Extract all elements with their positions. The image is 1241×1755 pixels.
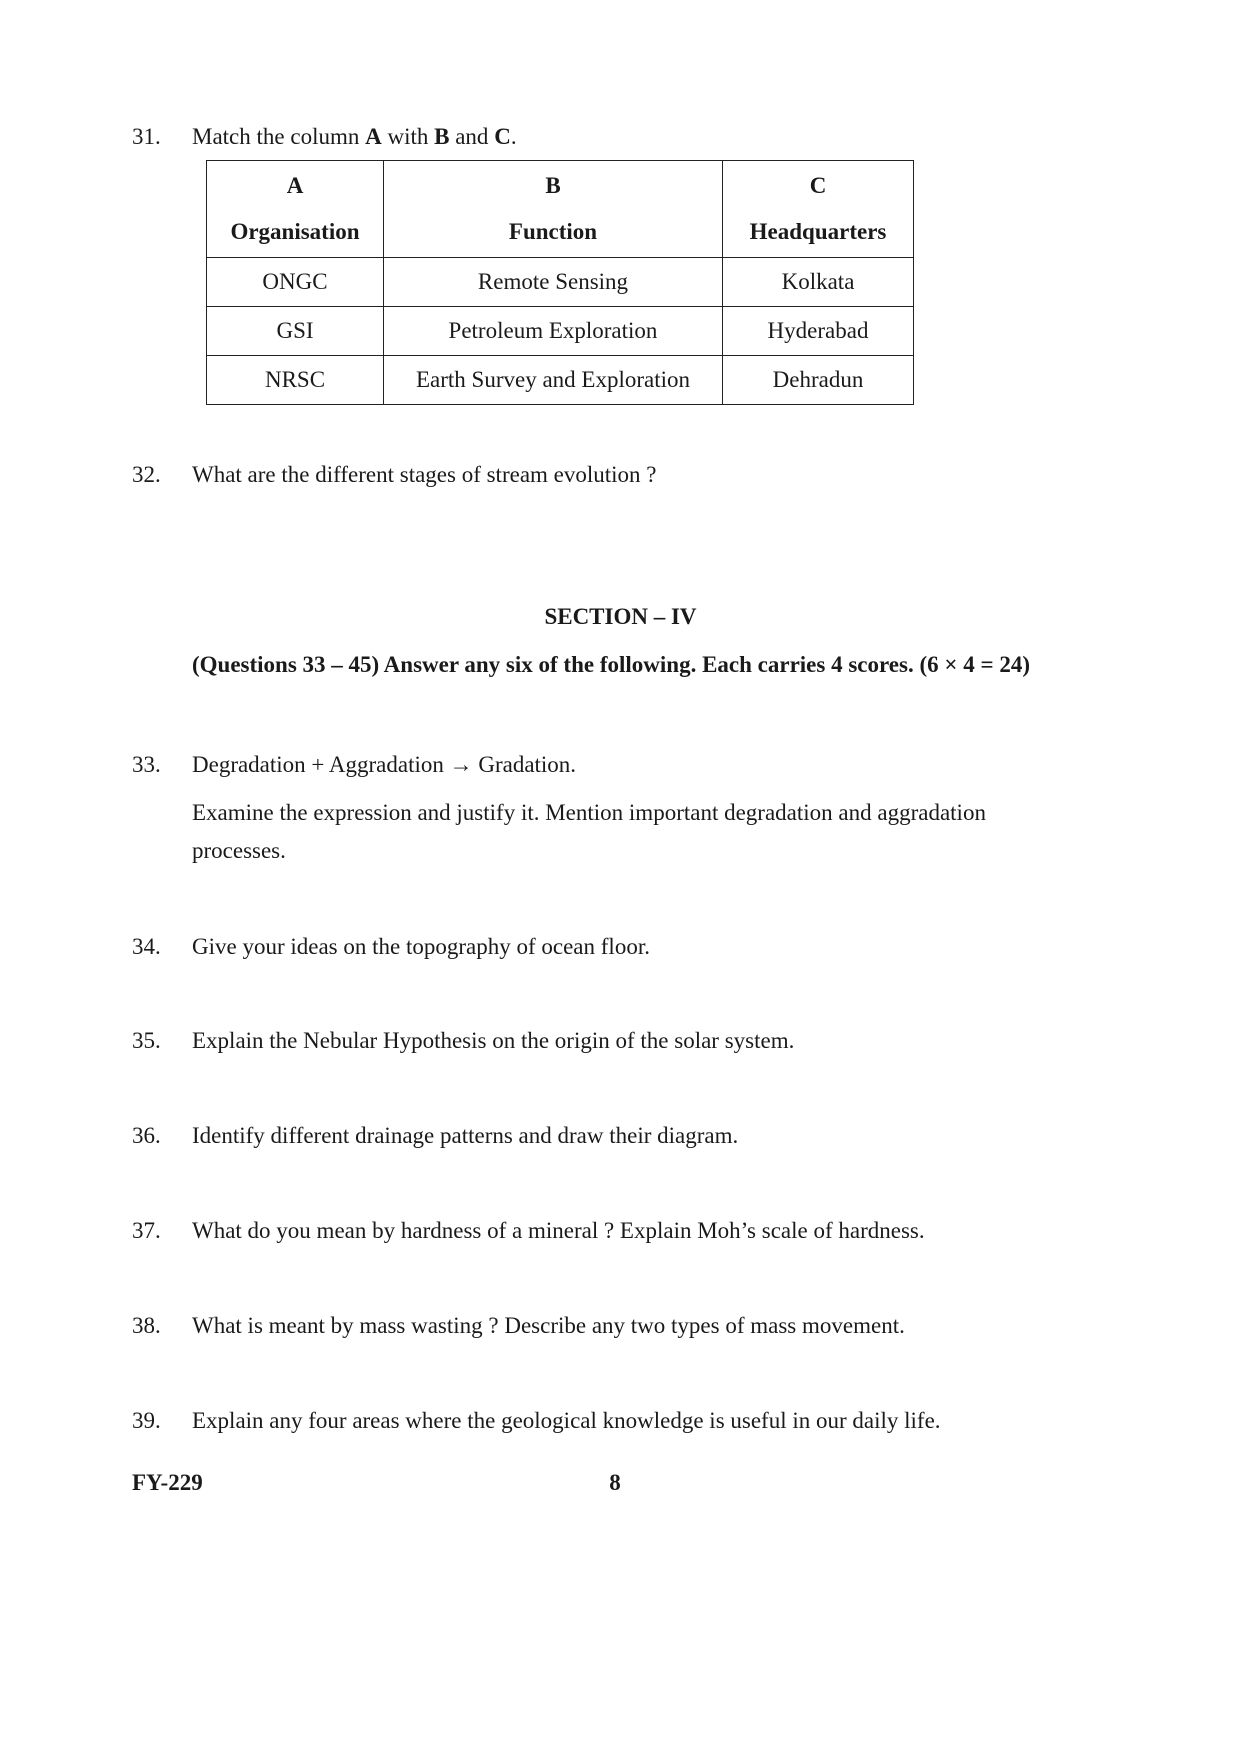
header-letter: A [286, 173, 304, 198]
question-number: 38. [132, 1313, 161, 1338]
paper-code: FY-229 [132, 1470, 203, 1495]
question-number: 32. [132, 462, 161, 487]
question-text: What do you mean by hardness of a mineral ? Explain Moh’s scale of hardness. [192, 1218, 925, 1243]
header-cell [384, 161, 723, 258]
table-cell: Remote Sensing [384, 258, 723, 307]
table-cell: Hyderabad [723, 307, 914, 356]
column-c-ref: C [494, 124, 511, 149]
table-cell: Kolkata [723, 258, 914, 307]
header-letter: B [545, 173, 561, 198]
question-text [192, 120, 517, 154]
column-b-ref: B [434, 124, 450, 149]
question-text: Explain any four areas where the geological knowledge is useful in our daily life. [192, 1408, 941, 1433]
table-cell: NRSC [207, 356, 384, 405]
question-number: 35. [132, 1028, 161, 1053]
question-text: What is meant by mass wasting ? Describe any two types of mass movement. [192, 1313, 905, 1338]
question-number: 36. [132, 1123, 161, 1148]
question-number: 39. [132, 1408, 161, 1433]
page-number: 8 [609, 1470, 621, 1495]
question-33-detail: Examine the expression and justify it. Mention important degradation and aggradation [192, 800, 986, 825]
table-cell: Dehradun [723, 356, 914, 405]
text-part: Match the column [192, 124, 366, 149]
header-letter: C [809, 173, 827, 198]
table-row [207, 258, 914, 307]
header-cell [723, 161, 914, 258]
section-title: SECTION – IV [544, 604, 697, 629]
text-part: . [510, 124, 517, 149]
question-number: 33. [132, 752, 161, 777]
table-row [207, 307, 914, 356]
column-a-ref: A [365, 124, 382, 149]
table-cell: Earth Survey and Exploration [384, 356, 723, 405]
question-text: Identify different drainage patterns and draw their diagram. [192, 1123, 739, 1148]
question-number: 34. [132, 934, 161, 959]
table-row [207, 356, 914, 405]
table-cell: Petroleum Exploration [384, 307, 723, 356]
question-number: 37. [132, 1218, 161, 1243]
question-number: 31. [132, 124, 161, 149]
header-label: Organisation [230, 219, 360, 244]
question-text: What are the different stages of stream evolution ? [192, 462, 657, 487]
question-text: Degradation + Aggradation → Gradation. [192, 752, 577, 777]
text-part: with [381, 124, 435, 149]
table-cell: ONGC [207, 258, 384, 307]
table-cell: GSI [207, 307, 384, 356]
header-label: Headquarters [749, 219, 887, 244]
question-33-detail-cont: processes. [192, 838, 286, 863]
header-cell [207, 161, 384, 258]
match-table [206, 160, 914, 405]
section-instruction: (Questions 33 – 45) Answer any six of the following. Each carries 4 scores. (6 × 4 = 24) [192, 652, 1030, 677]
header-label: Function [508, 219, 598, 244]
question-text: Give your ideas on the topography of ocean floor. [192, 934, 650, 959]
question-text: Explain the Nebular Hypothesis on the origin of the solar system. [192, 1028, 795, 1053]
table-header-row [207, 161, 914, 258]
text-part: and [449, 124, 495, 149]
